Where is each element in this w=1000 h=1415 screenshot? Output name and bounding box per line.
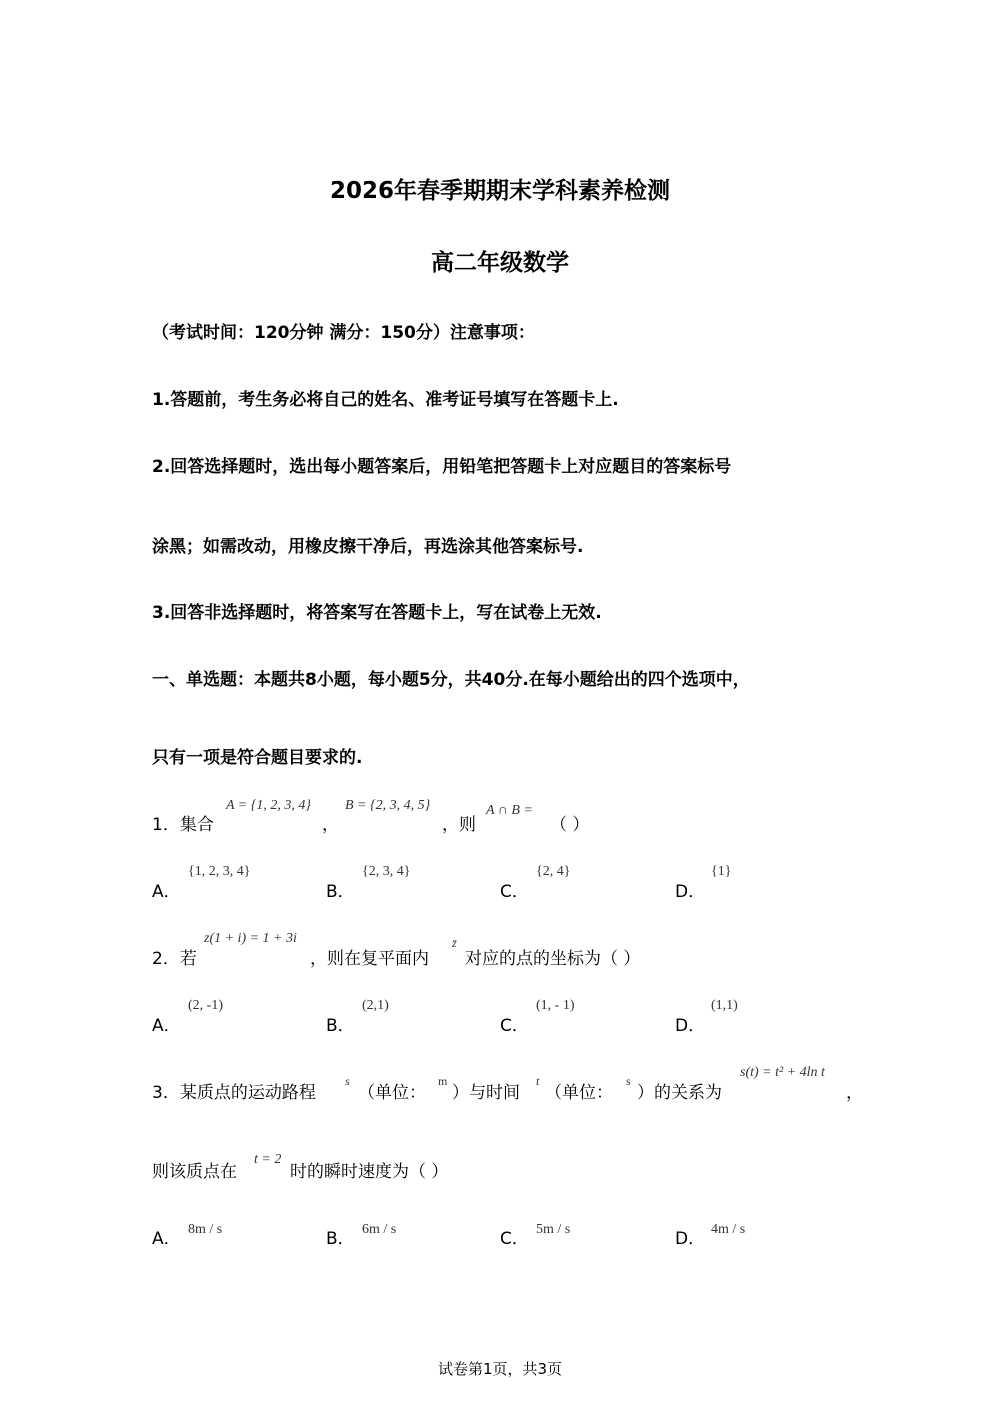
complex-equation: z(1 + i) = 1 + 3i <box>204 931 297 946</box>
instruction-2-line2: 涂黑；如需改动，用橡皮擦干净后，再选涂其他答案标号. <box>152 537 584 557</box>
option-value: {2, 4} <box>536 864 571 879</box>
unit-text: （单位： <box>358 1083 426 1103</box>
option-label: C． <box>500 882 529 902</box>
question-1-stem: 1．集合 <box>152 815 214 835</box>
exam-subtitle: 高二年级数学 <box>431 250 569 276</box>
conjugate-z: z̄ <box>452 936 457 950</box>
time-value: t = 2 <box>254 1152 282 1167</box>
set-b-formula: B = {2, 3, 4, 5} <box>345 798 431 813</box>
option-value: (2, -1) <box>188 998 223 1013</box>
instruction-2-line1: 2.回答选择题时，选出每小题答案后，用铅笔把答题卡上对应题目的答案标号 <box>152 457 732 477</box>
question-3-stem: 3．某质点的运动路程 <box>152 1083 316 1103</box>
motion-formula: s(t) = t² + 4ln t <box>740 1065 825 1080</box>
option-value: (1, - 1) <box>536 998 575 1013</box>
option-label: D． <box>675 1016 706 1036</box>
question-1-then: ，则 <box>442 815 476 835</box>
section-heading-line1: 一、单选题：本题共8小题，每小题5分，共40分.在每小题给出的四个选项中， <box>152 670 750 690</box>
option-label: B． <box>326 1229 355 1249</box>
option-label: C． <box>500 1016 529 1036</box>
option-label: D． <box>675 882 706 902</box>
exam-info: （考试时间：120分钟 满分：150分）注意事项： <box>152 323 535 343</box>
option-value: {2, 3, 4} <box>362 864 411 879</box>
instruction-3: 3.回答非选择题时，将答案写在答题卡上，写在试卷上无效. <box>152 603 602 623</box>
set-a-formula: A = {1, 2, 3, 4} <box>226 798 311 813</box>
exam-title: 2026年春季期期末学科素养检测 <box>329 178 670 204</box>
question-3-line2-b: 时的瞬时速度为（ ） <box>290 1162 449 1182</box>
page-footer: 试卷第1页，共3页 <box>437 1360 563 1378</box>
question-2-text-b: 对应的点的坐标为（ ） <box>465 949 641 969</box>
answer-paren: （ ） <box>550 815 590 835</box>
question-2-stem: 2．若 <box>152 949 197 969</box>
option-label: A． <box>152 1229 181 1249</box>
time-variable: t <box>536 1074 540 1088</box>
option-value: 8m / s <box>188 1222 223 1237</box>
question-3-comma: ， <box>846 1083 863 1103</box>
option-label: A． <box>152 1016 181 1036</box>
option-value: {1} <box>711 864 732 879</box>
option-label: A． <box>152 882 181 902</box>
option-value: (2,1) <box>362 998 389 1013</box>
option-value: 4m / s <box>711 1222 746 1237</box>
question-3-line2: 则该质点在 <box>152 1162 237 1182</box>
option-label: C． <box>500 1229 529 1249</box>
option-value: {1, 2, 3, 4} <box>188 864 251 879</box>
intersection-formula: A ∩ B = <box>486 803 533 818</box>
option-value: (1,1) <box>711 998 738 1013</box>
unit-text: （单位： <box>545 1083 613 1103</box>
option-value: 5m / s <box>536 1222 571 1237</box>
relation-text: ）的关系为 <box>637 1083 722 1103</box>
question-2-text: ，则在复平面内 <box>310 949 429 969</box>
question-1-sep: ， <box>322 815 339 835</box>
meter-unit: m <box>438 1074 448 1088</box>
second-unit: s <box>626 1074 631 1088</box>
option-label: B． <box>326 882 355 902</box>
time-text: ）与时间 <box>452 1083 520 1103</box>
option-label: B． <box>326 1016 355 1036</box>
option-value: 6m / s <box>362 1222 397 1237</box>
option-label: D． <box>675 1229 706 1249</box>
path-variable: s <box>345 1074 350 1088</box>
section-heading-line2: 只有一项是符合题目要求的. <box>152 748 363 768</box>
instruction-1: 1.答题前，考生务必将自己的姓名、准考证号填写在答题卡上. <box>152 390 619 410</box>
